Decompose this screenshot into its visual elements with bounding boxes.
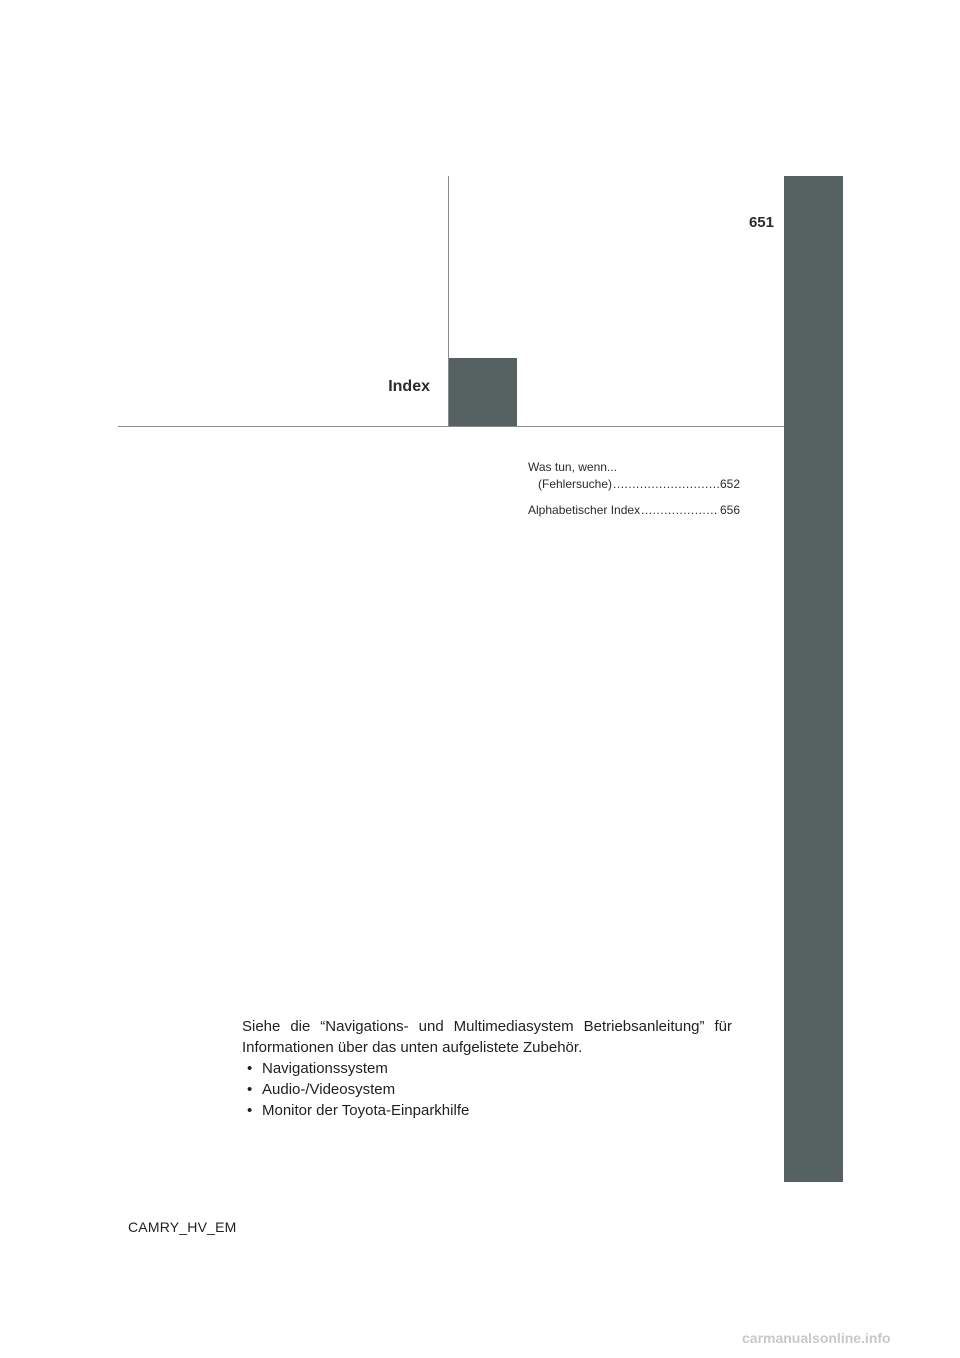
- toc-dot-leader: [613, 476, 719, 493]
- document-code: CAMRY_HV_EM: [128, 1219, 237, 1235]
- toc-entry-page: 656: [719, 503, 740, 517]
- toc-entry-title: Was tun, wenn...: [528, 460, 617, 474]
- accessory-list: [242, 1058, 732, 1121]
- toc-entry-title: Alphabetischer Index: [528, 503, 641, 517]
- list-item: • Monitor der Toyota-Einparkhilfe: [242, 1100, 732, 1121]
- note-text: Siehe die “Navigations- und Multimediasystem Betriebsanleitung” für Informationen über das unten aufgelistete Zubehör.: [242, 1018, 732, 1056]
- horizontal-divider: [118, 426, 784, 427]
- toc-entry-troubleshooting[interactable]: [528, 459, 740, 493]
- section-title: Index: [388, 378, 430, 395]
- page-number: 651: [748, 214, 774, 231]
- toc-entry-alphabetical-index[interactable]: [528, 502, 740, 519]
- section-marker-block: [449, 358, 517, 426]
- toc-dot-leader: [641, 502, 719, 519]
- toc-entry-subtitle: (Fehlersuche): [538, 477, 613, 491]
- table-of-contents: [528, 459, 740, 519]
- toc-entry-page: 652: [719, 477, 740, 491]
- list-item: • Navigationssystem: [242, 1058, 732, 1079]
- accessory-note: [242, 1016, 732, 1121]
- list-item: • Audio-/Videosystem: [242, 1079, 732, 1100]
- chapter-side-tab: [784, 176, 843, 1182]
- watermark: carmanualsonline.info: [742, 1330, 891, 1346]
